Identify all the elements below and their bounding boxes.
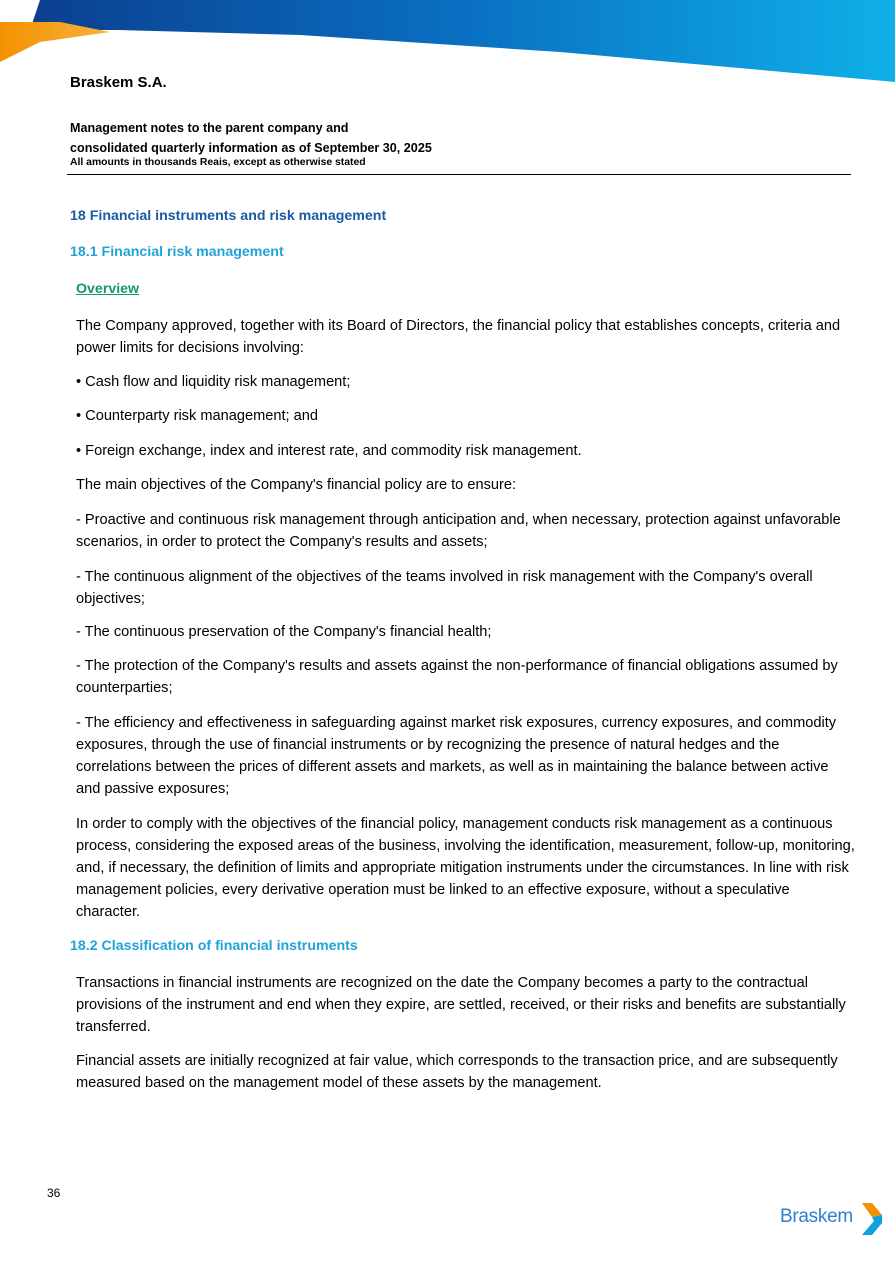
overview-heading: Overview xyxy=(76,281,140,297)
page-number: 36 xyxy=(47,1186,61,1200)
paragraph-compliance: In order to comply with the objectives of the financial policy, management conducts risk management as a continuous process, considering the exposed areas of the business, involving the identification, measurement, follow-up, monitoring, and, if necessary, the definition of limits and appropriate mitigation instruments under the circumstances. In line with risk management policies, every derivative operation must be linked to an effective exposure, without a speculative character. xyxy=(76,816,855,920)
header-divider xyxy=(67,174,851,175)
report-subtitle xyxy=(70,118,432,158)
amounts-note: All amounts in thousands Reais, except as otherwise stated xyxy=(70,157,366,168)
company-name: Braskem S.A. xyxy=(70,74,167,91)
subsection-title-18-2: 18.2 Classification of financial instruments xyxy=(70,938,358,954)
braskem-logo xyxy=(780,1203,884,1237)
bullet-counterparty: • Counterparty risk management; and xyxy=(76,408,318,424)
header-banner xyxy=(0,0,895,120)
subtitle-line-1: Management notes to the parent company and xyxy=(70,121,349,135)
objective-protection: - The protection of the Company's results and assets against the non-performance of financial obligations assumed by counterparties; xyxy=(76,658,838,696)
bullet-foreign-exchange: • Foreign exchange, index and interest rate, and commodity risk management. xyxy=(76,443,582,459)
subsection-title-18-1: 18.1 Financial risk management xyxy=(70,244,284,260)
objective-preservation: - The continuous preservation of the Company's financial health; xyxy=(76,624,492,640)
logo-mark-icon xyxy=(860,1203,884,1235)
objective-alignment: - The continuous alignment of the objectives of the teams involved in risk management with the Company's overall objectives; xyxy=(76,569,813,607)
paragraph-intro: The Company approved, together with its Board of Directors, the financial policy that establishes concepts, criteria and power limits for decisions involving: xyxy=(76,318,841,356)
bullet-cash-flow: • Cash flow and liquidity risk management; xyxy=(76,374,351,390)
section-title: 18 Financial instruments and risk management xyxy=(70,208,387,224)
logo-wordmark: Braskem xyxy=(780,1206,853,1227)
paragraph-transactions: Transactions in financial instruments are recognized on the date the Company becomes a party to the contractual provisions of the instrument and end when they expire, are settled, received, or their risks and benefits are substantially transferred. xyxy=(76,975,846,1035)
paragraph-objectives: The main objectives of the Company's financial policy are to ensure: xyxy=(76,477,517,493)
subtitle-line-2: consolidated quarterly information as of September 30, 2025 xyxy=(70,141,432,155)
paragraph-financial-assets: Financial assets are initially recognized at fair value, which corresponds to the transaction price, and are subsequently measured based on the management model of these assets by the management. xyxy=(76,1053,838,1091)
objective-proactive: - Proactive and continuous risk management through anticipation and, when necessary, protection against unfavorable scenarios, in order to protect the Company's results and assets; xyxy=(76,512,841,550)
objective-efficiency: - The efficiency and effectiveness in safeguarding against market risk exposures, currency exposures, and commodity exposures, through the use of financial instruments or by recognizing the presence of natural hedges and the correlations between the prices of different assets and markets, as well as in maintaining the balance between active and passive exposures; xyxy=(76,715,837,797)
